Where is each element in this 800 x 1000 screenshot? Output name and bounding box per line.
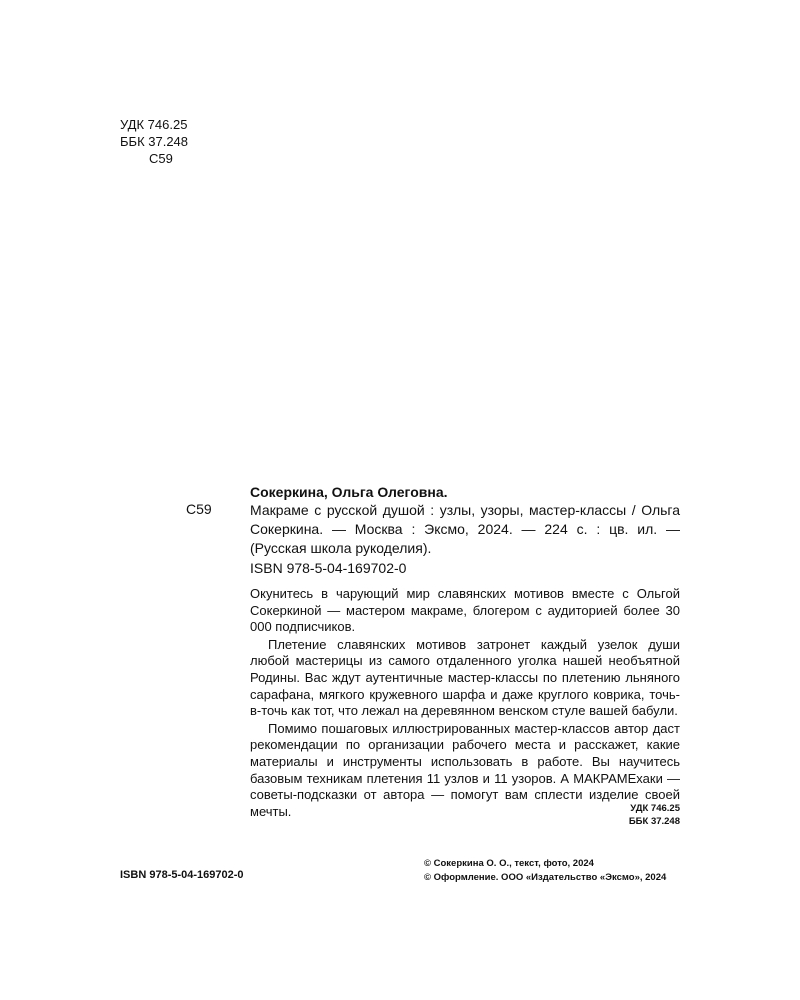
bbk-code: ББК 37.248 [120, 134, 189, 149]
copyright-design: © Оформление. ООО «Издательство «Эксмо», 2024 [424, 872, 667, 883]
copyright-text: © Сокеркина О. О., текст, фото, 2024 [424, 858, 594, 869]
udk-code: УДК 746.25 [120, 117, 188, 132]
entry-isbn: ISBN 978-5-04-169702-0 [250, 560, 407, 576]
annotation-paragraph: Окунитесь в чарующий мир славянских мотивов вместе с Ольгой Сокеркиной — мастером макраме, блогером с аудиторией более 30 000 подписчиков. [250, 586, 680, 635]
annotation-paragraph: Плетение славянских мотивов затронет каждый узелок души любой мастерицы из самого отдаленного уголка нашей необъятной Родины. Вас ждут аутентичные мастер-классы по плетению льняного сарафана, мягкого кружевного шарфа и даже круглого коврика, точь-в-точь как тот, что лежал на деревянном венском стуле вашей бабули. [250, 636, 680, 719]
bibliographic-description: Макраме с русской душой : узлы, узоры, мастер-классы / Ольга Сокеркина. — Москва : Эксмо, 2024. — 224 с. : цв. ил. — (Русская школа рукоделия). [250, 502, 680, 556]
author-mark: С59 [149, 151, 173, 166]
bbk-code-right: ББК 37.248 [628, 816, 680, 827]
author-heading: Сокеркина, Ольга Олеговна. [250, 484, 448, 500]
copyright-block [424, 857, 666, 885]
annotation [250, 586, 680, 820]
annotation-paragraph: Помимо пошаговых иллюстрированных мастер-классов автор даст рекомендации по организации рабочего места и расскажет, какие материалы и инструменты использовать в работе. Вы научитесь базовым техникам плетения 11 узлов и 11 узоров. А МАКРАМЕхаки — советы-подсказки от автора — помогут вам сплести изделие своей мечты. [250, 720, 680, 819]
top-classification-codes [120, 116, 188, 167]
entry-author-mark: С59 [186, 501, 212, 517]
classification-codes-right [629, 802, 680, 828]
bottom-isbn: ISBN 978-5-04-169702-0 [120, 869, 244, 881]
udk-code-right: УДК 746.25 [630, 803, 680, 814]
